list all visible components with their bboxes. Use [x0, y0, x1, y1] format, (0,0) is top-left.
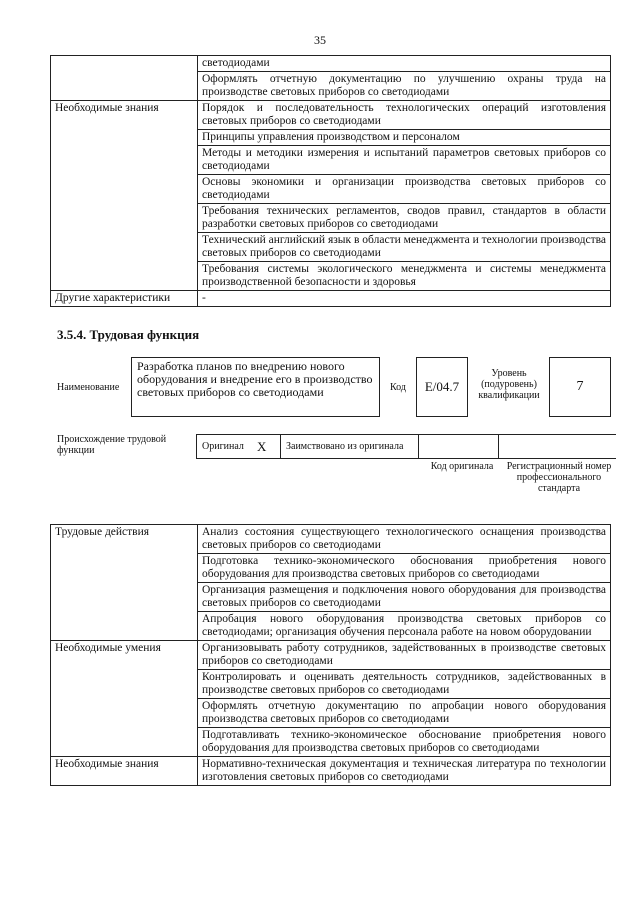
origin-row: [196, 434, 616, 459]
table-cell: Требования технических регламентов, сводов правил, стандартов в области разработки световых приборов со светодиодами: [198, 204, 611, 233]
table-cell: Оформлять отчетную документацию по апробации нового оборудования производства световых приборов со светодиодами: [198, 699, 611, 728]
table-cell: Оформлять отчетную документацию по улучшению охраны труда на производстве световых приборов со светодиодами: [198, 72, 611, 101]
code-label: Код: [390, 382, 406, 393]
row-label: Другие характеристики: [51, 291, 198, 307]
table-row: [51, 525, 611, 554]
table-cell: Принципы управления производством и персоналом: [198, 130, 611, 146]
table-cell: Основы экономики и организации производства световых приборов со светодиодами: [198, 175, 611, 204]
table-row: [51, 757, 611, 786]
table-cell: светодиодами: [198, 56, 611, 72]
reg-number-caption: Регистрационный номер профессионального стандарта: [506, 461, 612, 494]
table-cell: Методы и методики измерения и испытаний параметров световых приборов со светодиодами: [198, 146, 611, 175]
top-requirements-table: [50, 55, 611, 307]
table-row: [51, 641, 611, 670]
name-label: Наименование: [57, 382, 120, 393]
original-label: Оригинал: [196, 435, 252, 458]
page-number: 35: [314, 33, 326, 47]
function-name-box: Разработка планов по внедрению нового оборудования и внедрение его в производство световых приборов со светодиодами: [131, 357, 380, 417]
table-cell: Организовывать работу сотрудников, задействованных в производстве световых приборов со светодиодами: [198, 641, 611, 670]
row-label: Необходимые знания: [51, 101, 198, 291]
labor-function-table: [50, 524, 611, 786]
origin-label: Происхождение трудовой функции: [57, 434, 167, 456]
reg-number-cell: [498, 435, 616, 458]
table-row: [51, 56, 611, 72]
table-cell: -: [198, 291, 611, 307]
origin-code-cell: [418, 435, 498, 458]
level-label: Уровень (подуровень) квалификации: [478, 368, 540, 401]
table-cell: Порядок и последовательность технологических операций изготовления световых приборов со светодиодами: [198, 101, 611, 130]
table-row: [51, 291, 611, 307]
row-label: Трудовые действия: [51, 525, 198, 641]
table-cell: Технический английский язык в области менеджмента и технологии производства световых приборов со светодиодами: [198, 233, 611, 262]
table-cell: Организация размещения и подключения нового оборудования для производства световых приборов со светодиодами: [198, 583, 611, 612]
level-value-box: 7: [549, 357, 611, 417]
table-cell: Апробация нового оборудования производства световых приборов со светодиодами; организация обучения персонала работе на новом оборудовании: [198, 612, 611, 641]
section-title: 3.5.4. Трудовая функция: [57, 327, 200, 342]
original-mark: X: [257, 438, 267, 454]
row-label: Необходимые умения: [51, 641, 198, 757]
row-label: [51, 56, 198, 101]
table-cell: Требования системы экологического менеджмента и системы менеджмента производственной безопасности и здоровья: [198, 262, 611, 291]
table-cell: Подготавливать технико-экономическое обоснование приобретения нового оборудования для производства световых приборов со светодиодами: [198, 728, 611, 757]
table-cell: Нормативно-техническая документация и техническая литература по технологии изготовления световых приборов со светодиодами: [198, 757, 611, 786]
table-cell: Подготовка технико-экономического обоснования приобретения нового оборудования для производства световых приборов со светодиодами: [198, 554, 611, 583]
function-code-box: E/04.7: [416, 357, 468, 417]
origin-code-caption: Код оригинала: [430, 461, 494, 472]
table-cell: Анализ состояния существующего технологического оснащения производства световых приборов со светодиодами: [198, 525, 611, 554]
row-label: Необходимые знания: [51, 757, 198, 786]
borrowed-label: Заимствовано из оригинала: [280, 435, 418, 458]
table-cell: Контролировать и оценивать деятельность сотрудников, задействованных в производстве световых приборов со светодиодами: [198, 670, 611, 699]
table-row: [51, 101, 611, 130]
